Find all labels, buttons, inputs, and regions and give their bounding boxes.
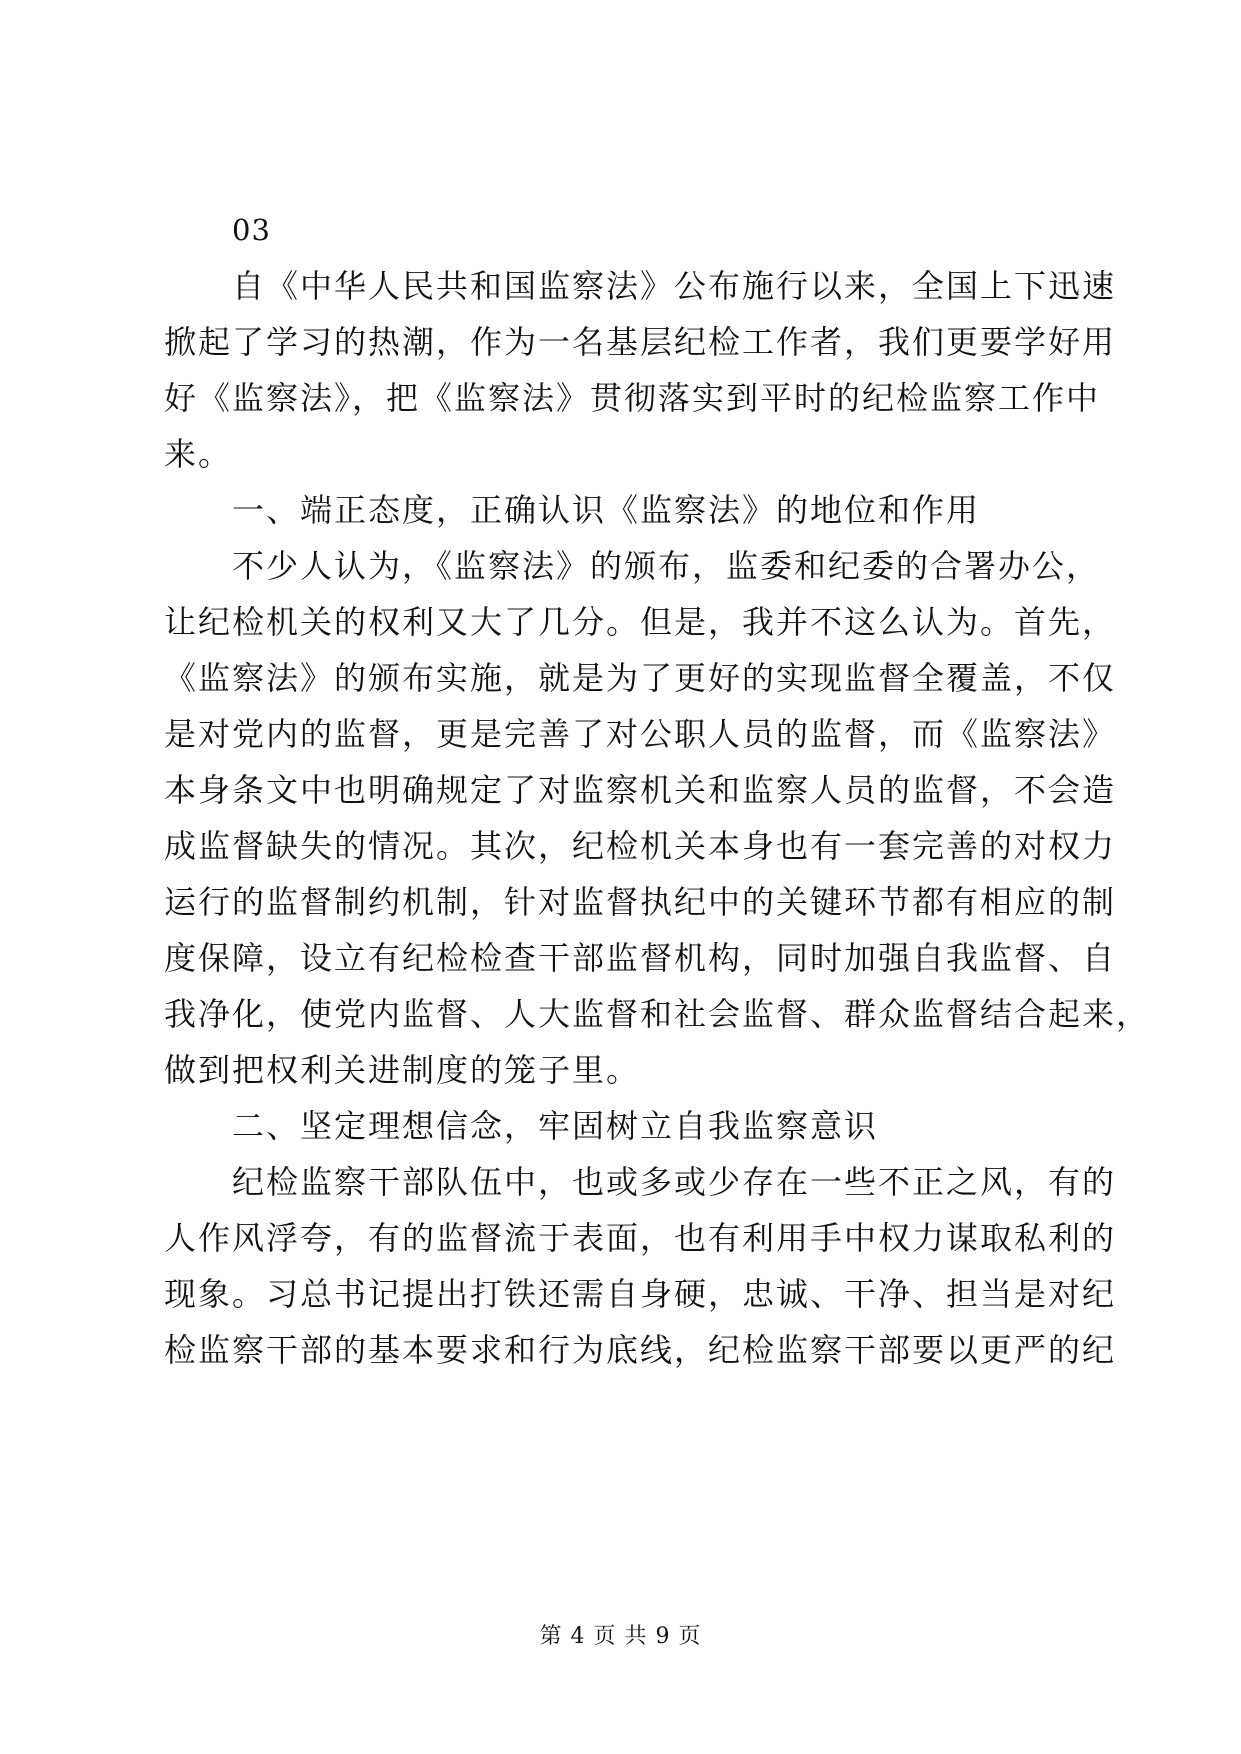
- page-number-footer: 第 4 页 共 9 页: [539, 1624, 702, 1649]
- paragraph-line-14: 我净化，使党内监督、人大监督和社会监督、群众监督结合起来，: [164, 995, 1151, 1033]
- section-number: 03: [232, 213, 271, 247]
- paragraph-line-12: 运行的监督制约机制，针对监督执纪中的关键环节都有相应的制: [164, 883, 1117, 921]
- paragraph-line-19: 现象。习总书记提出打铁还需自身硬，忠诚、干净、担当是对纪: [164, 1275, 1117, 1313]
- section-heading-2: 二、坚定理想信念，牢固树立自我监察意识: [232, 1107, 879, 1145]
- paragraph-line-1: 自《中华人民共和国监察法》公布施行以来，全国上下迅速: [232, 267, 1117, 305]
- paragraph-line-15: 做到把权利关进制度的笼子里。: [164, 1051, 641, 1089]
- paragraph-line-4: 来。: [164, 435, 233, 473]
- paragraph-line-6: 不少人认为，《监察法》的颁布，监委和纪委的合署办公，: [232, 547, 1101, 585]
- paragraph-line-20: 检监察干部的基本要求和行为底线，纪检监察干部要以更严的纪: [164, 1331, 1117, 1369]
- paragraph-line-3: 好《监察法》，把《监察法》贯彻落实到平时的纪检监察工作中: [164, 379, 1101, 417]
- paragraph-line-9: 是对党内的监督，更是完善了对公职人员的监督，而《监察法》: [164, 715, 1117, 753]
- paragraph-line-10: 本身条文中也明确规定了对监察机关和监察人员的监督，不会造: [164, 771, 1117, 809]
- paragraph-line-11: 成监督缺失的情况。其次，纪检机关本身也有一套完善的对权力: [164, 827, 1117, 865]
- paragraph-line-18: 人作风浮夸，有的监督流于表面，也有利用手中权力谋取私利的: [164, 1219, 1117, 1257]
- paragraph-line-17: 纪检监察干部队伍中，也或多或少存在一些不正之风，有的: [232, 1163, 1117, 1201]
- section-heading-1: 一、端正态度，正确认识《监察法》的地位和作用: [232, 491, 981, 529]
- paragraph-line-2: 掀起了学习的热潮，作为一名基层纪检工作者，我们更要学好用: [164, 323, 1117, 361]
- paragraph-line-7: 让纪检机关的权利又大了几分。但是，我并不这么认为。首先，: [164, 603, 1117, 641]
- paragraph-line-13: 度保障，设立有纪检检查干部监督机构，同时加强自我监督、自: [164, 939, 1117, 977]
- paragraph-line-8: 《监察法》的颁布实施，就是为了更好的实现监督全覆盖，不仅: [164, 659, 1117, 697]
